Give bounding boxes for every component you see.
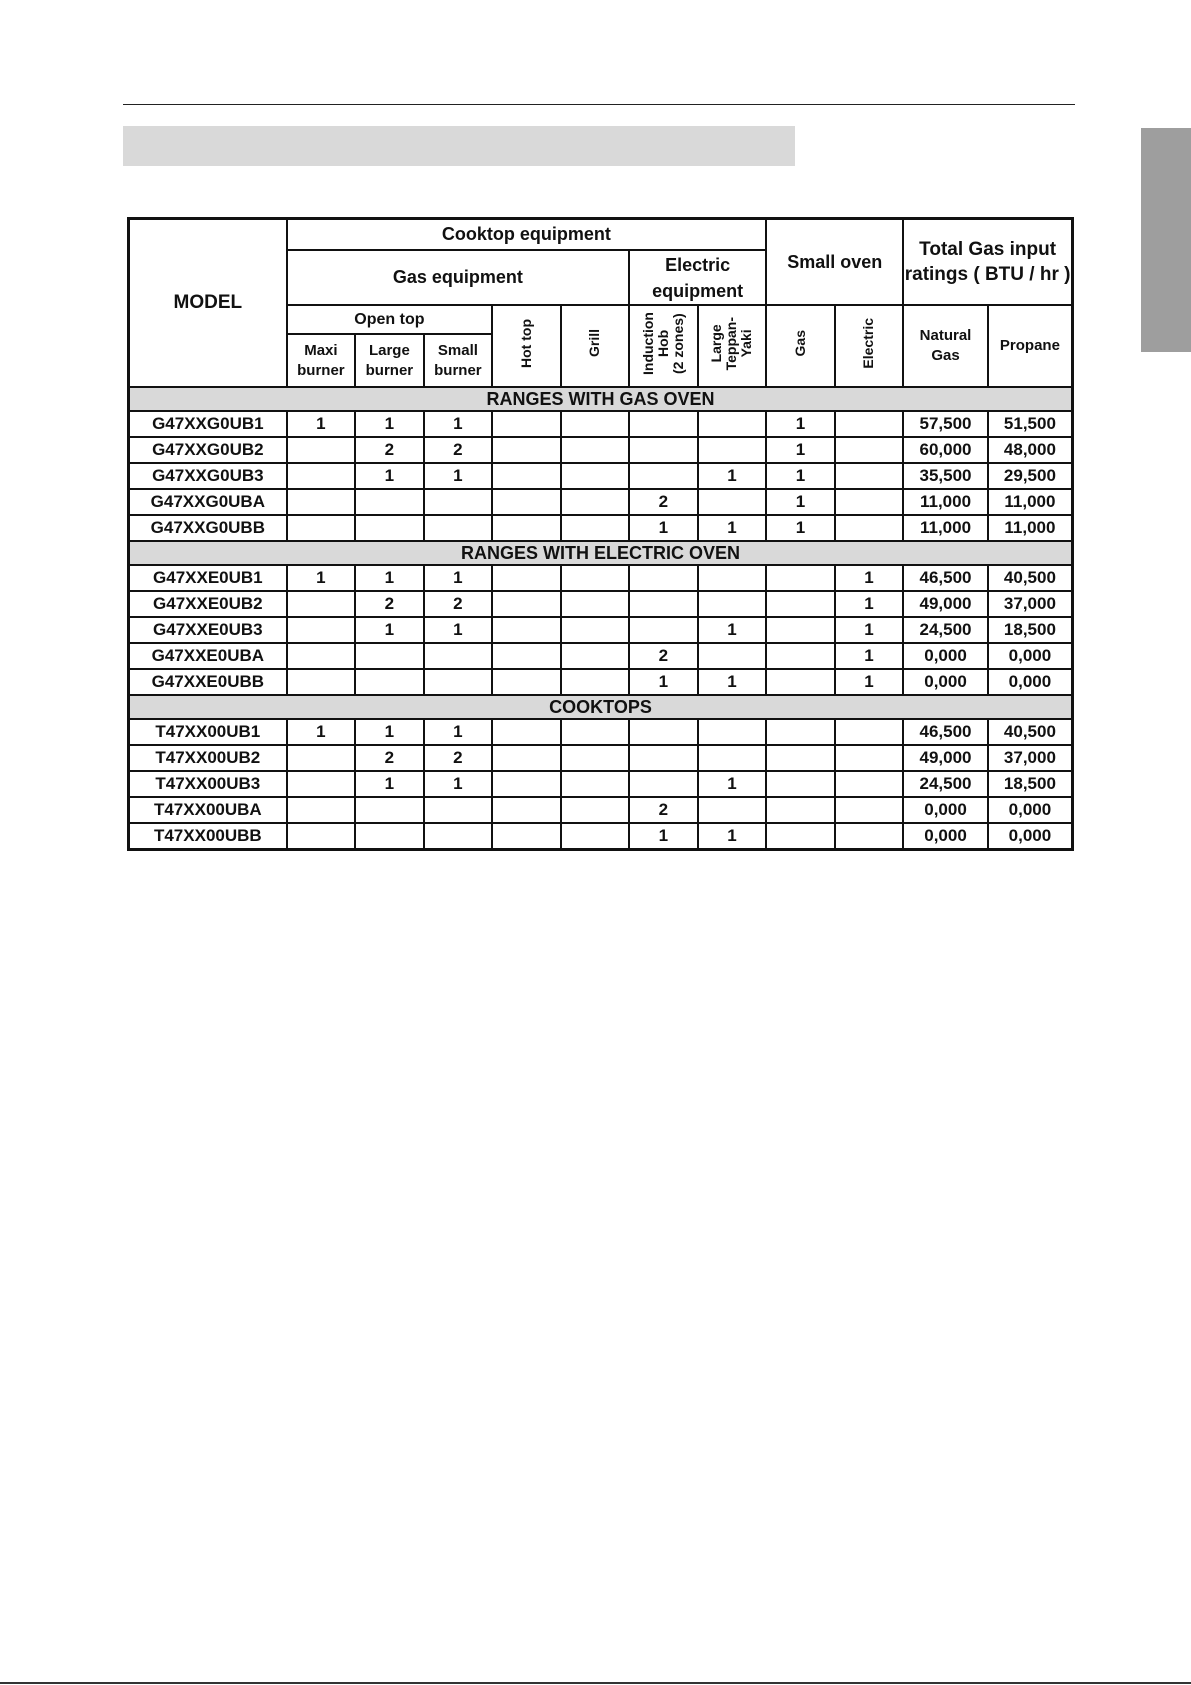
maxi-burner-cell <box>287 515 356 541</box>
oven-electric-header <box>835 305 904 387</box>
table-row <box>129 515 1073 541</box>
grill-cell <box>561 463 630 489</box>
model-cell: G47XXG0UB3 <box>129 463 287 489</box>
propane-cell: 11,000 <box>988 489 1073 515</box>
teppan-yaki-cell <box>698 591 767 617</box>
electric-equipment-header: Electric equipment <box>629 250 766 305</box>
group-title: RANGES WITH GAS OVEN <box>129 387 1073 411</box>
oven-electric-cell <box>835 437 904 463</box>
table-row <box>129 823 1073 850</box>
hot-top-cell <box>492 489 561 515</box>
hot-top-cell <box>492 797 561 823</box>
induction-hob-cell <box>629 745 698 771</box>
hot-top-cell <box>492 669 561 695</box>
small-burner-cell: 1 <box>424 719 493 745</box>
large-teppan-yaki-header <box>698 305 767 387</box>
model-cell: G47XXG0UBB <box>129 515 287 541</box>
propane-cell: 0,000 <box>988 797 1073 823</box>
small-burner-cell: 2 <box>424 745 493 771</box>
oven-gas-cell <box>766 669 835 695</box>
grill-cell <box>561 437 630 463</box>
oven-gas-cell <box>766 823 835 850</box>
oven-gas-cell: 1 <box>766 411 835 437</box>
oven-electric-cell: 1 <box>835 617 904 643</box>
group-row <box>129 387 1073 411</box>
open-top-header: Open top <box>287 305 493 334</box>
teppan-yaki-cell <box>698 437 767 463</box>
small-burner-header: Small burner <box>424 334 493 387</box>
maxi-burner-cell <box>287 669 356 695</box>
induction-hob-cell <box>629 719 698 745</box>
large-burner-cell: 1 <box>355 565 424 591</box>
maxi-burner-cell <box>287 591 356 617</box>
hot-top-cell <box>492 591 561 617</box>
teppan-yaki-cell <box>698 643 767 669</box>
model-cell: T47XX00UB3 <box>129 771 287 797</box>
maxi-burner-cell <box>287 643 356 669</box>
teppan-yaki-cell: 1 <box>698 669 767 695</box>
model-cell: G47XXG0UBA <box>129 489 287 515</box>
oven-gas-cell <box>766 719 835 745</box>
induction-hob-cell <box>629 565 698 591</box>
group-row <box>129 695 1073 719</box>
grill-cell <box>561 617 630 643</box>
oven-electric-cell <box>835 463 904 489</box>
gas-equipment-header: Gas equipment <box>287 250 630 305</box>
oven-gas-cell <box>766 643 835 669</box>
maxi-burner-cell: 1 <box>287 411 356 437</box>
teppan-yaki-cell <box>698 797 767 823</box>
total-gas-input-header: Total Gas input ratings ( BTU / hr ) <box>903 219 1072 306</box>
group-title: COOKTOPS <box>129 695 1073 719</box>
large-burner-cell <box>355 643 424 669</box>
large-burner-cell <box>355 515 424 541</box>
table-body <box>129 387 1073 850</box>
side-index-tab <box>1141 128 1191 352</box>
maxi-burner-cell <box>287 823 356 850</box>
propane-cell: 40,500 <box>988 565 1073 591</box>
large-burner-cell: 2 <box>355 745 424 771</box>
small-burner-cell: 1 <box>424 617 493 643</box>
oven-gas-cell: 1 <box>766 437 835 463</box>
natural-gas-cell: 24,500 <box>903 771 988 797</box>
model-cell: G47XXE0UBB <box>129 669 287 695</box>
induction-hob-cell <box>629 771 698 797</box>
natural-gas-cell: 0,000 <box>903 643 988 669</box>
oven-gas-cell: 1 <box>766 463 835 489</box>
large-burner-cell <box>355 489 424 515</box>
grill-cell <box>561 771 630 797</box>
header-rule <box>123 104 1075 105</box>
oven-electric-label: Electric <box>860 318 877 369</box>
small-burner-cell: 1 <box>424 411 493 437</box>
model-cell: G47XXG0UB1 <box>129 411 287 437</box>
large-burner-cell: 1 <box>355 617 424 643</box>
grill-cell <box>561 515 630 541</box>
grill-cell <box>561 745 630 771</box>
table-row <box>129 463 1073 489</box>
small-burner-cell: 1 <box>424 565 493 591</box>
table-header <box>129 219 1073 388</box>
hot-top-cell <box>492 745 561 771</box>
teppan-yaki-cell <box>698 719 767 745</box>
model-cell: G47XXE0UB2 <box>129 591 287 617</box>
large-burner-cell: 1 <box>355 411 424 437</box>
hot-top-cell <box>492 565 561 591</box>
induction-hob-cell <box>629 437 698 463</box>
small-burner-cell <box>424 489 493 515</box>
oven-electric-cell: 1 <box>835 669 904 695</box>
natural-gas-cell: 46,500 <box>903 719 988 745</box>
teppan-yaki-cell <box>698 565 767 591</box>
grill-cell <box>561 669 630 695</box>
teppan-yaki-cell: 1 <box>698 771 767 797</box>
natural-gas-cell: 46,500 <box>903 565 988 591</box>
footer-rule <box>0 1682 1191 1684</box>
teppan-yaki-cell: 1 <box>698 823 767 850</box>
natural-gas-cell: 0,000 <box>903 797 988 823</box>
oven-gas-cell <box>766 797 835 823</box>
hot-top-cell <box>492 643 561 669</box>
natural-gas-cell: 49,000 <box>903 745 988 771</box>
grill-label: Grill <box>586 329 603 358</box>
small-burner-cell: 1 <box>424 463 493 489</box>
propane-cell: 29,500 <box>988 463 1073 489</box>
propane-cell: 0,000 <box>988 669 1073 695</box>
maxi-burner-cell <box>287 617 356 643</box>
maxi-burner-cell: 1 <box>287 719 356 745</box>
small-burner-cell: 2 <box>424 591 493 617</box>
propane-cell: 18,500 <box>988 617 1073 643</box>
propane-cell: 48,000 <box>988 437 1073 463</box>
model-cell: G47XXE0UB1 <box>129 565 287 591</box>
small-burner-cell <box>424 669 493 695</box>
large-burner-cell: 1 <box>355 719 424 745</box>
grill-cell <box>561 565 630 591</box>
maxi-burner-cell <box>287 437 356 463</box>
large-burner-cell <box>355 823 424 850</box>
model-cell: G47XXE0UB3 <box>129 617 287 643</box>
oven-electric-cell <box>835 515 904 541</box>
table-row <box>129 617 1073 643</box>
oven-gas-cell: 1 <box>766 489 835 515</box>
small-burner-cell <box>424 515 493 541</box>
hot-top-label: Hot top <box>517 319 534 368</box>
propane-header: Propane <box>988 305 1073 387</box>
model-cell: T47XX00UB1 <box>129 719 287 745</box>
section-heading-bar <box>123 126 795 166</box>
teppan-yaki-cell: 1 <box>698 463 767 489</box>
large-teppan-yaki-label: Large Teppan- Yaki <box>708 316 755 371</box>
small-burner-cell <box>424 823 493 850</box>
grill-cell <box>561 719 630 745</box>
oven-gas-cell <box>766 745 835 771</box>
induction-hob-cell <box>629 411 698 437</box>
oven-gas-cell <box>766 771 835 797</box>
hot-top-cell <box>492 771 561 797</box>
maxi-burner-cell <box>287 745 356 771</box>
induction-hob-cell <box>629 617 698 643</box>
natural-gas-cell: 57,500 <box>903 411 988 437</box>
natural-gas-cell: 11,000 <box>903 489 988 515</box>
large-burner-cell <box>355 669 424 695</box>
small-burner-cell <box>424 797 493 823</box>
oven-gas-label: Gas <box>791 330 808 357</box>
induction-hob-cell <box>629 591 698 617</box>
induction-hob-cell: 2 <box>629 489 698 515</box>
table-row <box>129 745 1073 771</box>
natural-gas-cell: 0,000 <box>903 669 988 695</box>
grill-cell <box>561 591 630 617</box>
grill-cell <box>561 411 630 437</box>
hot-top-cell <box>492 719 561 745</box>
large-burner-header: Large burner <box>355 334 424 387</box>
table-row <box>129 719 1073 745</box>
induction-hob-label: Induction Hob (2 zones) <box>639 312 686 375</box>
large-burner-cell: 1 <box>355 463 424 489</box>
natural-gas-cell: 24,500 <box>903 617 988 643</box>
natural-gas-cell: 60,000 <box>903 437 988 463</box>
propane-cell: 37,000 <box>988 745 1073 771</box>
natural-gas-cell: 49,000 <box>903 591 988 617</box>
large-burner-cell: 2 <box>355 437 424 463</box>
group-row <box>129 541 1073 565</box>
model-cell: T47XX00UBA <box>129 797 287 823</box>
oven-electric-cell: 1 <box>835 565 904 591</box>
large-burner-cell: 2 <box>355 591 424 617</box>
hot-top-cell <box>492 617 561 643</box>
teppan-yaki-cell: 1 <box>698 617 767 643</box>
teppan-yaki-cell <box>698 745 767 771</box>
oven-electric-cell <box>835 771 904 797</box>
table-row <box>129 591 1073 617</box>
oven-gas-cell <box>766 591 835 617</box>
oven-gas-cell <box>766 565 835 591</box>
table-row <box>129 437 1073 463</box>
hot-top-cell <box>492 437 561 463</box>
group-title: RANGES WITH ELECTRIC OVEN <box>129 541 1073 565</box>
table-row <box>129 669 1073 695</box>
natural-gas-cell: 11,000 <box>903 515 988 541</box>
induction-hob-header <box>629 305 698 387</box>
grill-header <box>561 305 630 387</box>
table-row <box>129 771 1073 797</box>
grill-cell <box>561 489 630 515</box>
hot-top-cell <box>492 463 561 489</box>
propane-cell: 11,000 <box>988 515 1073 541</box>
model-cell: G47XXG0UB2 <box>129 437 287 463</box>
oven-electric-cell <box>835 719 904 745</box>
small-burner-cell: 1 <box>424 771 493 797</box>
oven-electric-cell <box>835 745 904 771</box>
small-oven-header: Small oven <box>766 219 903 306</box>
table-row <box>129 565 1073 591</box>
induction-hob-cell: 2 <box>629 797 698 823</box>
oven-electric-cell: 1 <box>835 643 904 669</box>
oven-gas-cell <box>766 617 835 643</box>
oven-gas-cell: 1 <box>766 515 835 541</box>
grill-cell <box>561 643 630 669</box>
table-row <box>129 797 1073 823</box>
propane-cell: 40,500 <box>988 719 1073 745</box>
hot-top-header <box>492 305 561 387</box>
oven-gas-header <box>766 305 835 387</box>
model-header: MODEL <box>129 219 287 388</box>
natural-gas-cell: 35,500 <box>903 463 988 489</box>
model-cell: G47XXE0UBA <box>129 643 287 669</box>
propane-cell: 37,000 <box>988 591 1073 617</box>
propane-cell: 0,000 <box>988 643 1073 669</box>
model-specification-table <box>127 217 1074 851</box>
induction-hob-cell: 1 <box>629 515 698 541</box>
maxi-burner-cell <box>287 463 356 489</box>
natural-gas-header: Natural Gas <box>903 305 988 387</box>
large-burner-cell <box>355 797 424 823</box>
induction-hob-cell: 1 <box>629 669 698 695</box>
large-burner-cell: 1 <box>355 771 424 797</box>
teppan-yaki-cell <box>698 411 767 437</box>
table-row <box>129 489 1073 515</box>
oven-electric-cell <box>835 411 904 437</box>
maxi-burner-cell <box>287 489 356 515</box>
small-burner-cell <box>424 643 493 669</box>
propane-cell: 18,500 <box>988 771 1073 797</box>
hot-top-cell <box>492 823 561 850</box>
grill-cell <box>561 797 630 823</box>
cooktop-equipment-header: Cooktop equipment <box>287 219 767 251</box>
teppan-yaki-cell: 1 <box>698 515 767 541</box>
table-row <box>129 643 1073 669</box>
small-burner-cell: 2 <box>424 437 493 463</box>
maxi-burner-cell: 1 <box>287 565 356 591</box>
induction-hob-cell: 2 <box>629 643 698 669</box>
oven-electric-cell <box>835 797 904 823</box>
induction-hob-cell: 1 <box>629 823 698 850</box>
model-cell: T47XX00UB2 <box>129 745 287 771</box>
hot-top-cell <box>492 515 561 541</box>
propane-cell: 51,500 <box>988 411 1073 437</box>
propane-cell: 0,000 <box>988 823 1073 850</box>
teppan-yaki-cell <box>698 489 767 515</box>
oven-electric-cell <box>835 823 904 850</box>
grill-cell <box>561 823 630 850</box>
model-cell: T47XX00UBB <box>129 823 287 850</box>
oven-electric-cell: 1 <box>835 591 904 617</box>
maxi-burner-header: Maxi burner <box>287 334 356 387</box>
natural-gas-cell: 0,000 <box>903 823 988 850</box>
induction-hob-cell <box>629 463 698 489</box>
table-row <box>129 411 1073 437</box>
maxi-burner-cell <box>287 797 356 823</box>
oven-electric-cell <box>835 489 904 515</box>
maxi-burner-cell <box>287 771 356 797</box>
hot-top-cell <box>492 411 561 437</box>
